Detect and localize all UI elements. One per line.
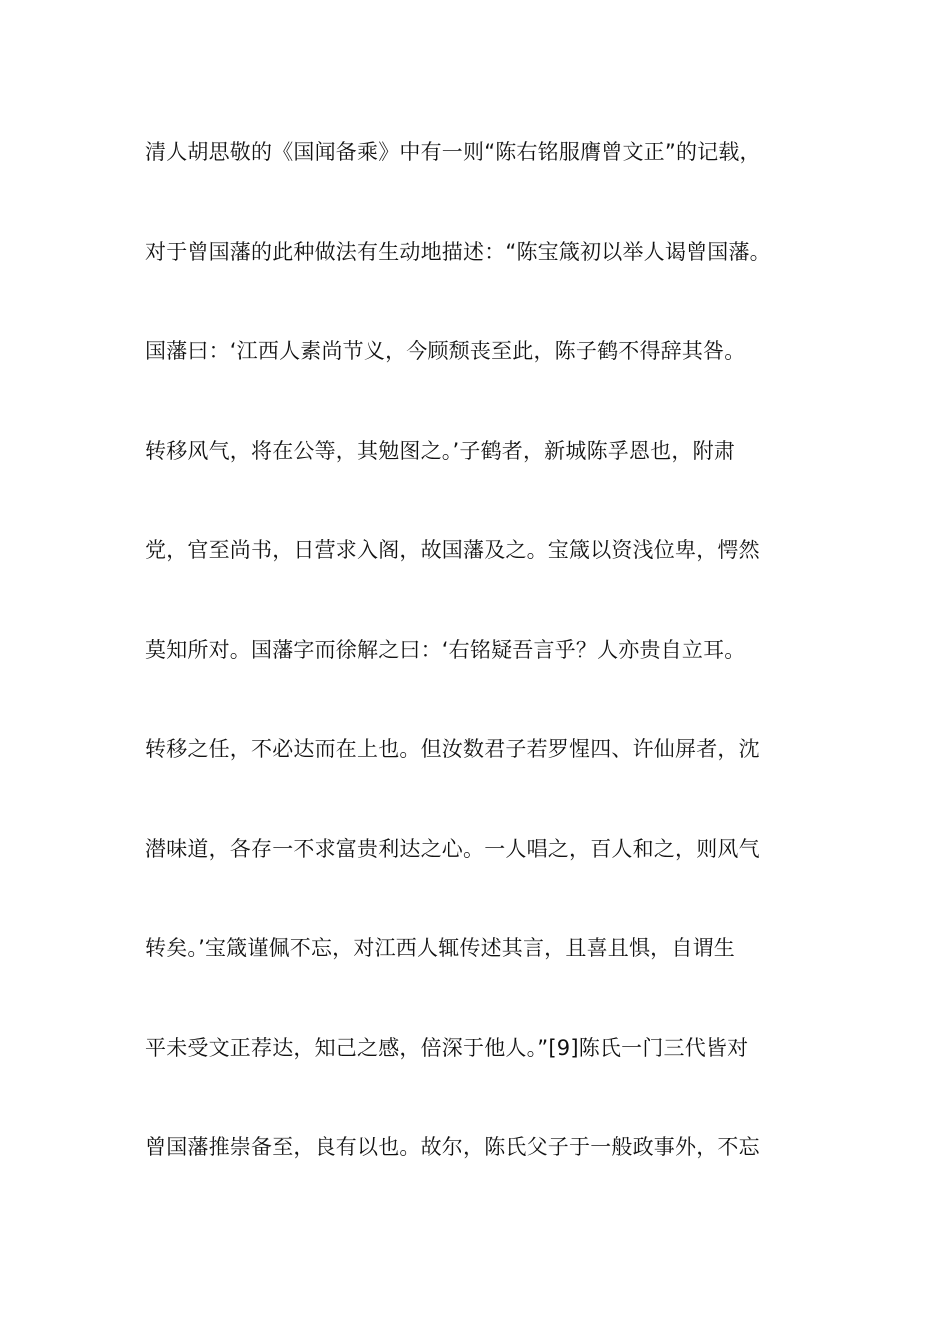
text-line: 转移风气，将在公等，其勉图之。’子鹤者，新城陈孚恩也，附肃: [145, 438, 735, 463]
text-line: 转移之任，不必达而在上也。但汝数君子若罗惺四、许仙屏者，沈: [145, 737, 760, 761]
text-line: 转矣。’宝箴谨佩不忘，对江西人辄传述其言，且喜且惧，自谓生: [145, 936, 735, 960]
text-line: 国藩曰：‘江西人素尚节义，今顾颓丧至此，陈子鹤不得辞其咎。: [145, 339, 746, 363]
text-line: 清人胡思敬的《国闻备乘》中有一则“陈右铭服膺曾文正”的记载，: [145, 140, 761, 164]
text-line: 潜味道，各存一不求富贵利达之心。一人唱之，百人和之，则风气: [145, 836, 760, 861]
text-line: 莫知所对。国藩字而徐解之曰：‘右铭疑吾言乎？人亦贵自立耳。: [145, 637, 746, 662]
text-line: 党，官至尚书，日营求入阁，故国藩及之。宝箴以资浅位卑，愕然: [145, 538, 760, 562]
text-line: 对于曾国藩的此种做法有生动地描述：“陈宝箴初以举人谒曾国藩。: [145, 239, 771, 264]
text-line: 曾国藩推崇备至，良有以也。故尔，陈氏父子于一般政事外，不忘: [145, 1135, 760, 1159]
text-line: 平未受文正荐达，知己之感，倍深于他人。”[9]陈氏一门三代皆对: [145, 1035, 749, 1060]
body-text: [145, 130, 835, 1225]
